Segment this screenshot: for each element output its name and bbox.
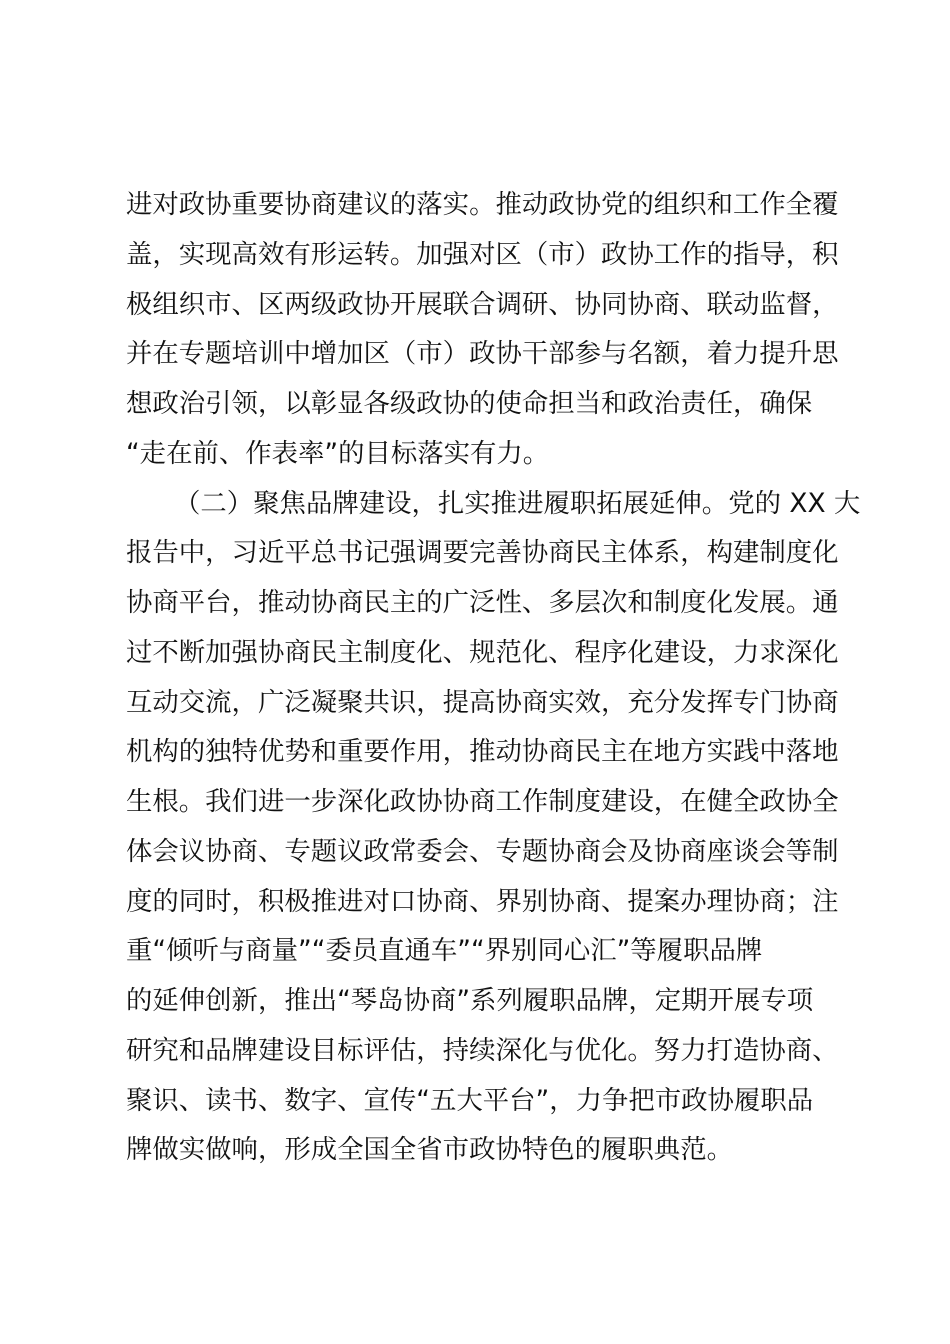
text-line: 研究和品牌建设目标评估，持续深化与优化。努力打造协商、 (126, 1034, 839, 1066)
text-line: 报告中，习近平总书记强调要完善协商民主体系，构建制度化 (126, 537, 839, 569)
text-line: 过不断加强协商民主制度化、规范化、程序化建设，力求深化 (126, 636, 839, 668)
text-line: 牌做实做响，形成全国全省市政协特色的履职典范。 (126, 1134, 733, 1166)
text-line: 并在专题培训中增加区（市）政协干部参与名额，着力提升思 (126, 338, 839, 370)
text-line: 体会议协商、专题议政常委会、专题协商会及协商座谈会等制 (126, 835, 839, 867)
text-line: “走在前、作表率”的目标落实有力。 (126, 437, 550, 469)
text-line: 进对政协重要协商建议的落实。推动政协党的组织和工作全覆 (126, 189, 839, 220)
text-line: 互动交流，广泛凝聚共识，提高协商实效，充分发挥专门协商 (126, 686, 839, 718)
document-body (126, 180, 861, 1175)
text-line: 盖，实现高效有形运转。加强对区（市）政协工作的指导，积 (126, 238, 839, 270)
text-line: 重“倾听与商量”“委员直通车”“界别同心汇”等履职品牌 (126, 935, 763, 967)
text-line: 想政治引领，以彰显各级政协的使命担当和政治责任，确保 (126, 388, 813, 419)
text-line: 协商平台，推动协商民主的广泛性、多层次和制度化发展。通 (126, 587, 839, 618)
text-line: 机构的独特优势和重要作用，推动协商民主在地方实践中落地 (126, 736, 839, 768)
text-line: 生根。我们进一步深化政协协商工作制度建设，在健全政协全 (126, 786, 839, 817)
text-line: 极组织市、区两级政协开展联合调研、协同协商、联动监督， (126, 288, 839, 320)
text-line: 的延伸创新，推出“琴岛协商”系列履职品牌，定期开展专项 (126, 985, 814, 1016)
section-heading-line: （二）聚焦品牌建设，扎实推进履职拓展延伸。党的 XX 大 (174, 487, 861, 519)
text-line: 聚识、读书、数字、宣传“五大平台”，力争把市政协履职品 (126, 1084, 814, 1116)
text-line: 度的同时，积极推进对口协商、界别协商、提案办理协商；注 (126, 885, 839, 917)
